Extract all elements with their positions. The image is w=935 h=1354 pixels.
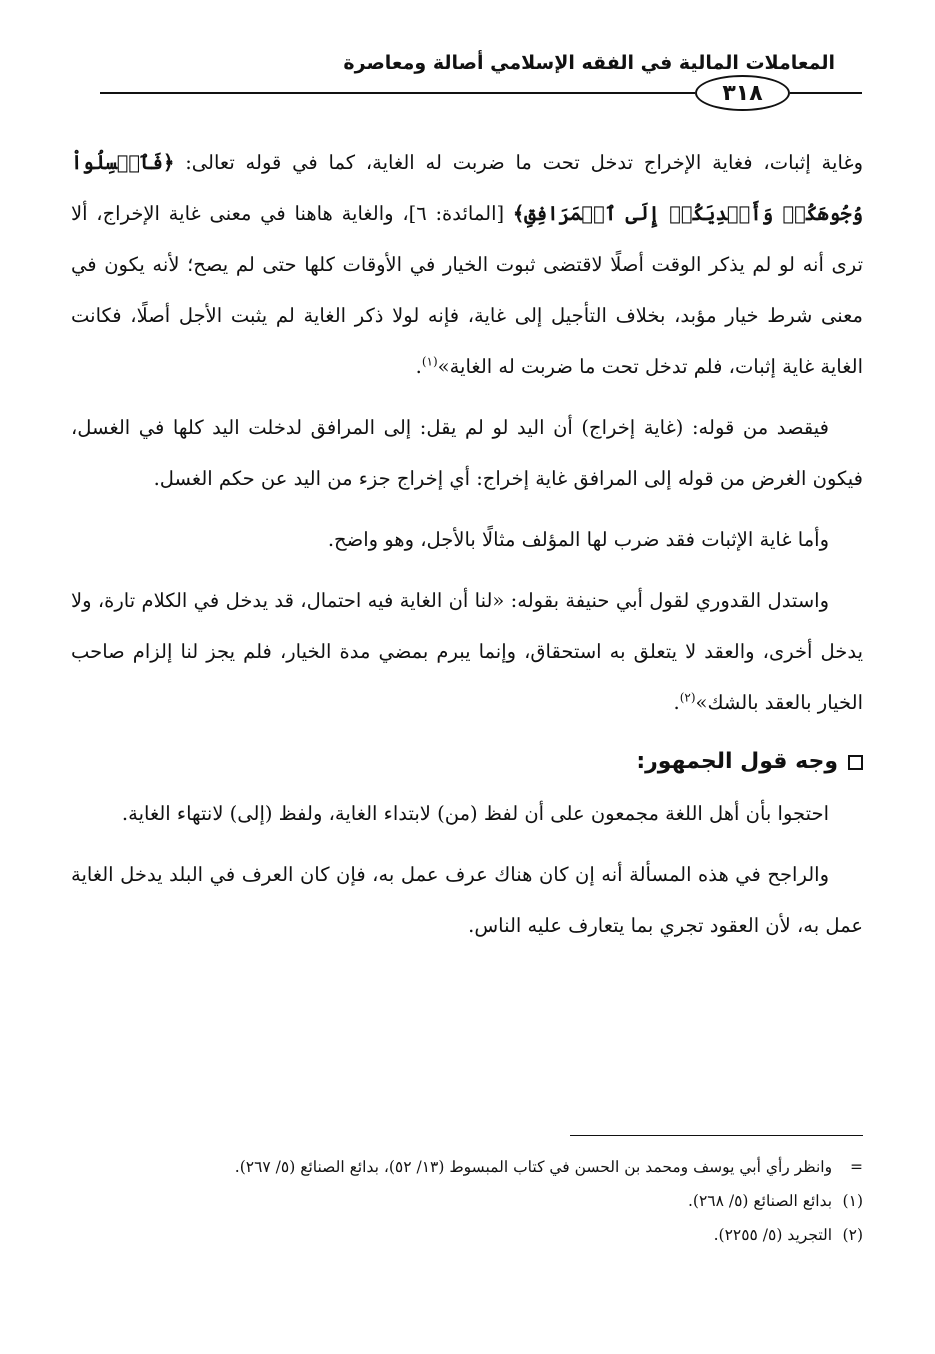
paragraph-4-end: . xyxy=(673,691,680,714)
quran-verse: ﴿فَٱغۡسِلُواْ وُجُوهَكُمۡ وَأَيۡدِيَكُمۡ إِلَى ٱلۡمَرَافِقِ﴾ xyxy=(71,151,863,225)
paragraph-1-continuation: ، والغاية هاهنا في معنى غاية الإخراج، ألا ترى أنه لو لم يذكر الوقت أصلًا لاقتضى ثبوت الخيار في الأوقات كلها حتى لم يصح؛ لأنه يكون في معنى شرط خيار مؤبد، بخلاف التأجيل إلى غاية، فإنه لولا ذكر الغاية لم يثبت الأجل أصلًا، فكانت الغاية غاية إثبات، فلم تدخل تحت ما ضربت له الغاية» xyxy=(71,202,863,378)
footnote-1 xyxy=(71,1184,863,1218)
paragraph-5: احتجوا بأن أهل اللغة مجمعون على أن لفظ (من) لابتداء الغاية، ولفظ (إلى) لانتهاء الغاية. xyxy=(121,802,829,825)
paragraph-1-intro: وغاية إثبات، فغاية الإخراج تدخل تحت ما ضربت له الغاية، كما في قوله تعالى: xyxy=(174,151,863,174)
square-bullet-icon xyxy=(848,755,863,770)
header-divider-left xyxy=(100,92,695,94)
footnote-mark: (٢) xyxy=(842,1226,863,1244)
footnote-mark: = xyxy=(850,1158,863,1176)
main-text xyxy=(71,137,863,961)
paragraph-6: والراجح في هذه المسألة أنه إن كان هناك عرف عمل به، فإن كان العرف في البلد يدخل الغاية عمل به، لأن العقود تجري بما يتعارف عليه الناس. xyxy=(71,863,863,937)
page-number-badge: ٣١٨ xyxy=(695,75,790,111)
footnote-2 xyxy=(71,1218,863,1252)
running-header-title: المعاملات المالية في الفقه الإسلامي أصالة ومعاصرة xyxy=(343,52,835,74)
paragraph-4 xyxy=(71,575,863,728)
footnotes xyxy=(71,1150,863,1252)
quran-reference: [المائدة: ٦] xyxy=(408,202,513,225)
paragraph-4-text: واستدل القدوري لقول أبي حنيفة بقوله: «لنا أن الغاية فيه احتمال، قد يدخل في الكلام تارة، ولا يدخل أخرى، والعقد لا يتعلق به استحقاق، وإنما يبرم بمضي مدة الخيار، فلم يجز لنا إلزام صاحب الخيار بالعقد بالشك» xyxy=(71,589,863,714)
section-heading-text: وجه قول الجمهور: xyxy=(636,749,838,774)
footnote-continuation xyxy=(71,1150,863,1184)
paragraph-2: فيقصد من قوله: (غاية إخراج) أن اليد لو لم يقل: إلى المرافق لدخلت اليد كلها في الغسل، فيكون الغرض من قوله إلى المرافق غاية إخراج: أي إخراج جزء من اليد عن حكم الغسل. xyxy=(71,416,863,490)
footnote-ref-1[interactable]: (١) xyxy=(421,354,438,369)
paragraph-1 xyxy=(71,137,863,392)
footnote-mark: (١) xyxy=(842,1192,863,1210)
footnote-text: التجريد (٥/ ٢٢٥٥). xyxy=(713,1226,833,1244)
section-heading xyxy=(71,738,863,786)
paragraph-1-end: . xyxy=(415,355,422,378)
footnote-ref-2[interactable]: (٢) xyxy=(679,690,696,705)
footnote-text: وانظر رأي أبي يوسف ومحمد بن الحسن في كتاب المبسوط (١٣/ ٥٢)، بدائع الصنائع (٥/ ٢٦٧). xyxy=(234,1158,833,1176)
footnote-separator xyxy=(570,1135,863,1136)
paragraph-3: وأما غاية الإثبات فقد ضرب لها المؤلف مثالًا بالأجل، وهو واضح. xyxy=(327,528,829,551)
footnote-text: بدائع الصنائع (٥/ ٢٦٨). xyxy=(687,1192,833,1210)
header-divider-right xyxy=(790,92,862,94)
